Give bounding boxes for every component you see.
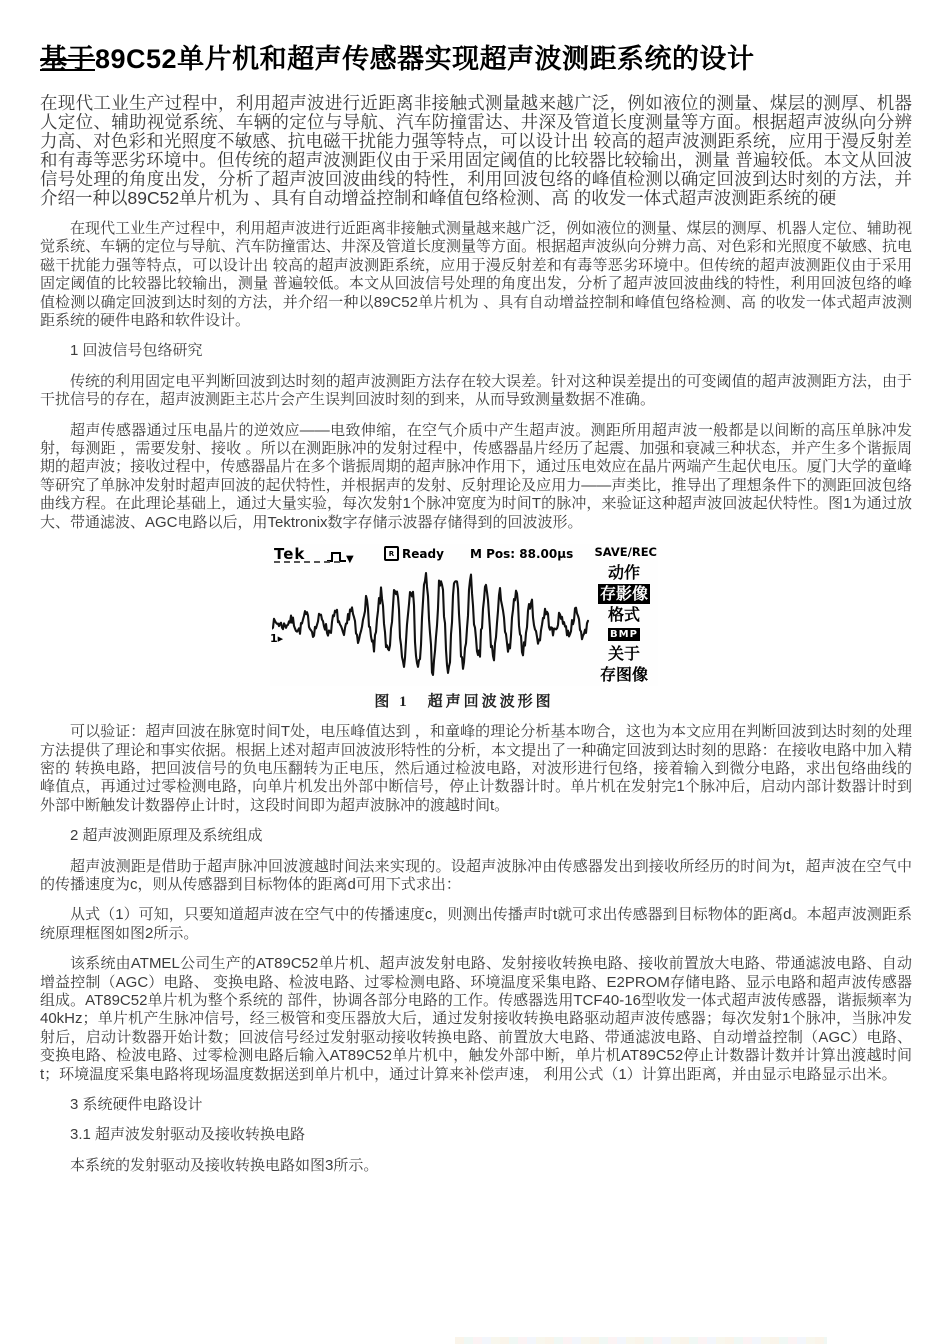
paragraph-1a: 传统的利用固定电平判断回波到达时刻的超声波测距方法存在较大误差。针对这种误差提出的可变阈值的超声波测距方法，由于干扰信号的存在，超声波测距主芯片会产生误判回波时刻的到来，从而导致测量数据不准确。: [40, 372, 912, 409]
ready-status: [384, 546, 444, 561]
paragraph-1c: 可以验证：超声回波在脉宽时间T处，电压峰值达到 ，和童峰的理论分析基本吻合，这也为本文应用在判断回波到达时刻的处理方法提供了理论和事实依据。根据上述对超声回波波形特性的分析，本文提出了一种确定回波到达时刻的思路：在接收电路中加入精密的 转换电路，把回波信号的负电压翻转为正电压，然后通过检波电路，对波形进行包络，接着输入到微分电路，求出包络曲线的峰值点，再通过过零检测电路，向单片机发出外部中断信号，停止计数器计时。单片机在发射完1个脉冲后，启动内部计数器计时到外部中断触发计数器停止计时，这段时间即为超声波脉冲的渡越时间t。: [40, 723, 912, 814]
oscilloscope-screenshot: [270, 544, 658, 686]
figure-1-caption: 图 1 超声回波波形图: [374, 694, 554, 711]
pulse-waveform-icon: [326, 548, 348, 567]
paragraph-3a: 本系统的发射驱动及接收转换电路如图3所示。: [70, 1156, 379, 1174]
menu-item-save-image: 存影像: [599, 584, 648, 604]
article-content: [40, 0, 912, 1175]
trigger-state-icon: R: [384, 546, 399, 561]
section-heading-1: 1 回波信号包络研究: [70, 342, 203, 360]
menu-item-action: 动作: [607, 563, 640, 583]
paragraph-1b: 超声传感器通过压电晶片的逆效应——电致伸缩，在空气介质中产生超声波。测距所用超声波一般都是以间断的高压单脉冲发射，每测距 ，需要发射、接收 。所以在测距脉冲的发射过程中，传感器晶片经历了起震、加强和衰减三种状态，并产生多个谐振周期的超声波；接收过程中，传感器晶片在多个谐振周期的超声脉冲作用下，通过压电效应在晶片两端产生起伏电压。厦门大学的童峰等研究了单脉冲发射时超声回波的起伏特性，并根据声的发射、反射理论及应用力——声类比，推导出了理想条件下的测距回波包络曲线方程。在此理论基础上，通过大量实验，每次发射1个脉冲宽度为时间T的脉冲，来验证这种超声波回波起伏特性。图1为通过放大、带通滤波、AGC电路以后，用Tektronix数字存储示波器存储得到的回波波形。: [40, 421, 912, 531]
figure-1: [270, 544, 658, 711]
tek-logo: Tek: [274, 545, 306, 564]
paragraph-2a: 超声波测距是借助于超声脉冲回波渡越时间法来实现的。设超声波脉冲由传感器发出到接收所经历的时间为t，超声波在空气中的传播速度为c，则从传感器到目标物体的距离d可用下式求出：: [40, 857, 912, 893]
trigger-position-icon: ▼: [346, 554, 354, 566]
ready-label: Ready: [402, 546, 444, 561]
section-heading-3-1: 3.1 超声波发射驱动及接收转换电路: [70, 1126, 306, 1144]
echo-waveform-plot: [272, 566, 590, 684]
echo-waveform-path: [272, 573, 588, 675]
m-pos-readout: M Pos: 88.00μs: [470, 547, 574, 562]
page-title: [40, 42, 912, 76]
cropped-next-figure-edge: [455, 1337, 827, 1344]
paragraph-2b: 从式（1）可知，只要知道超声波在空气中的传播速度c，则测出传播声时t就可求出传感器到目标物体的距离d。本超声波测距系统原理框图如图2所示。: [40, 906, 912, 942]
intro-paragraph: 在现代工业生产过程中，利用超声波进行近距离非接触式测量越来越广泛，例如液位的测量、煤层的测厚、机器人定位、辅助视觉系统、车辆的定位与导航、汽车防撞雷达、井深及管道长度测量等方面。根据超声波纵向分辨力高、对色彩和光照度不敏感、抗电磁干扰能力强等特点，可以设计出 较高的超声波测距系统，应用于漫反射差和有毒等恶劣环境中。但传统的超声波测距仪由于采用固定阈值的比较器比较输出，测量 普遍较低。本文从回波信号处理的角度出发，分析了超声波回波曲线的特性，利用回波包络的峰值检测以确定回波到达时刻的方法，并介绍一种以89C52单片机为 、具有自动增益控制和峰值包络检测、高 的收发一体式超声波测距系统的硬件电路和软件设计。: [40, 220, 912, 330]
section-heading-2: 2 超声波测距原理及系统组成: [70, 827, 263, 845]
scope-divider-dashes: [274, 561, 340, 563]
section-heading-3: 3 系统硬件电路设计: [70, 1096, 203, 1113]
menu-item-store-image: 存图像: [599, 665, 648, 685]
menu-item-bmp: BMP: [610, 629, 638, 641]
title-main-text: 89C52单片机和超声传感器实现超声波测距系统的设计: [95, 44, 755, 74]
menu-item-format: 格式: [607, 605, 640, 625]
menu-item-about: 关于: [607, 644, 640, 664]
paragraph-2c: 该系统由ATMEL公司生产的AT89C52单片机、超声波发射电路、发射接收转换电路、接收前置放大电路、带通滤波电路、自动增益控制（AGC）电路、 变换电路、检波电路、过零检测电路、环境温度采集电路、E2PROM存储电路、显示电路和超声波传感器组成。AT89C52单片机为整个系统的 部件，协调各部分电路的工作。传感器选用TCF40-16型收发一体式超声波传感器，谐振频率为40kHz；单片机产生脉冲信号，经三极管和变压器放大后，通过发射接收转换电路驱动超声波传感器；每次发射1个脉冲，当脉冲发射后，启动计数器开始计数；回波信号经过发射驱动接收转换电路、前置放大电路、带通滤波电路、自动增益控制（AGC）电路、 变换电路、检波电路、过零检测电路后输入AT89C52单片机中，触发外部中断，单片机AT89C52停止计数器计数并计算出渡越时间t；环境温度采集电路将现场温度数据送到单片机中，通过计算来补偿声速， 利用公式（1）计算出距离，并由显示电路显示出米。: [40, 955, 912, 1083]
channel-1-marker: 1▸: [270, 632, 284, 646]
scope-side-menu: [590, 563, 658, 686]
save-rec-label: SAVE/REC: [594, 545, 657, 560]
lead-paragraph: 在现代工业生产过程中，利用超声波进行近距离非接触式测量越来越广泛，例如液位的测量、煤层的测厚、机器人定位、辅助视觉系统、车辆的定位与导航、汽车防撞雷达、井深及管道长度测量等方面。根据超声波纵向分辨力高、对色彩和光照度不敏感、抗电磁干扰能力强等特点，可以设计出 较高的超声波测距系统，应用于漫反射差和有毒等恶劣环境中。但传统的超声波测距仪由于采用固定阈值的比较器比较输出，测量 普遍较低。本文从回波信号处理的角度出发，分析了超声波回波曲线的特性，利用回波包络的峰值检测以确定回波到达时刻的方法，并介绍一种以89C52单片机为 、具有自动增益控制和峰值包络检测、高 的收发一体式超声波测距系统的硬: [40, 93, 912, 208]
title-struck-prefix: 基于: [40, 44, 95, 74]
